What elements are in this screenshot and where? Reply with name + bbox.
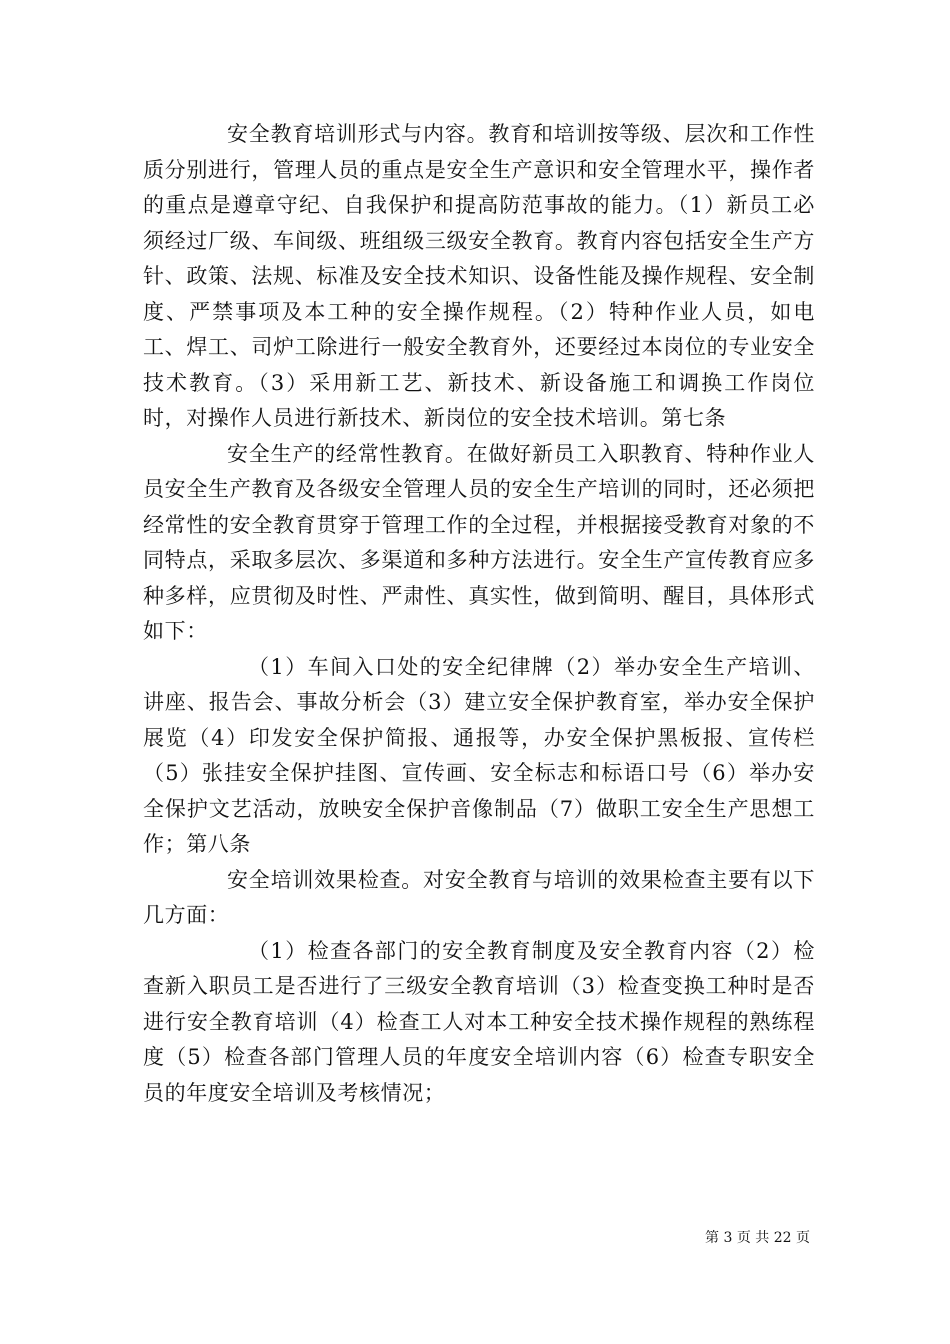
paragraph-training-forms: 安全教育培训形式与内容。教育和培训按等级、层次和工作性质分别进行，管理人员的重点是安全生产意识和安全管理水平，操作者的重点是遵章守纪、自我保护和提高防范事故的能力。（1）新员工必须经过厂级、车间级、班组级三级安全教育。教育内容包括安全生产方针、政策、法规、标准及安全技术知识、设备性能及操作规程、安全制度、严禁事项及本工种的安全操作规程。（2）特种作业人员，如电工、焊工、司炉工除进行一般安全教育外，还要经过本岗位的专业安全技术教育。（3）采用新工艺、新技术、新设备施工和调换工作岗位时，对操作人员进行新技术、新岗位的安全技术培训。第七条 xyxy=(143,122,815,430)
paragraph-regular-education: 安全生产的经常性教育。在做好新员工入职教育、特种作业人员安全生产教育及各级安全管理人员的安全生产培训的同时，还必须把经常性的安全教育贯穿于管理工作的全过程，并根据接受教育对象的不同特点，采取多层次、多渠道和多种方法进行。安全生产宣传教育应多种多样，应贯彻及时性、严肃性、真实性，做到简明、醒目，具体形式如下： xyxy=(143,441,815,643)
paragraph-check-items-list: （1）检查各部门的安全教育制度及安全教育内容（2）检查新入职员工是否进行了三级安全教育培训（3）检查变换工种时是否进行安全教育培训（4）检查工人对本工种安全技术操作规程的熟练程度（5）检查各部门管理人员的年度安全培训内容（6）检查专职安全员的年度安全培训及考核情况； xyxy=(143,938,815,1105)
document-body xyxy=(143,117,815,1111)
paragraph-education-forms-list: （1）车间入口处的安全纪律牌（2）举办安全生产培训、讲座、报告会、事故分析会（3）建立安全保护教育室，举办安全保护展览（4）印发安全保护简报、通报等，办安全保护黑板报、宣传栏（5）张挂安全保护挂图、宣传画、安全标志和标语口号（6）举办安全保护文艺活动，放映安全保护音像制品（7）做职工安全生产思想工作；第八条 xyxy=(143,654,815,856)
paragraph-training-effect-check: 安全培训效果检查。对安全教育与培训的效果检查主要有以下几方面： xyxy=(143,867,815,927)
page-number: 第 3 页 共 22 页 xyxy=(705,1230,810,1246)
